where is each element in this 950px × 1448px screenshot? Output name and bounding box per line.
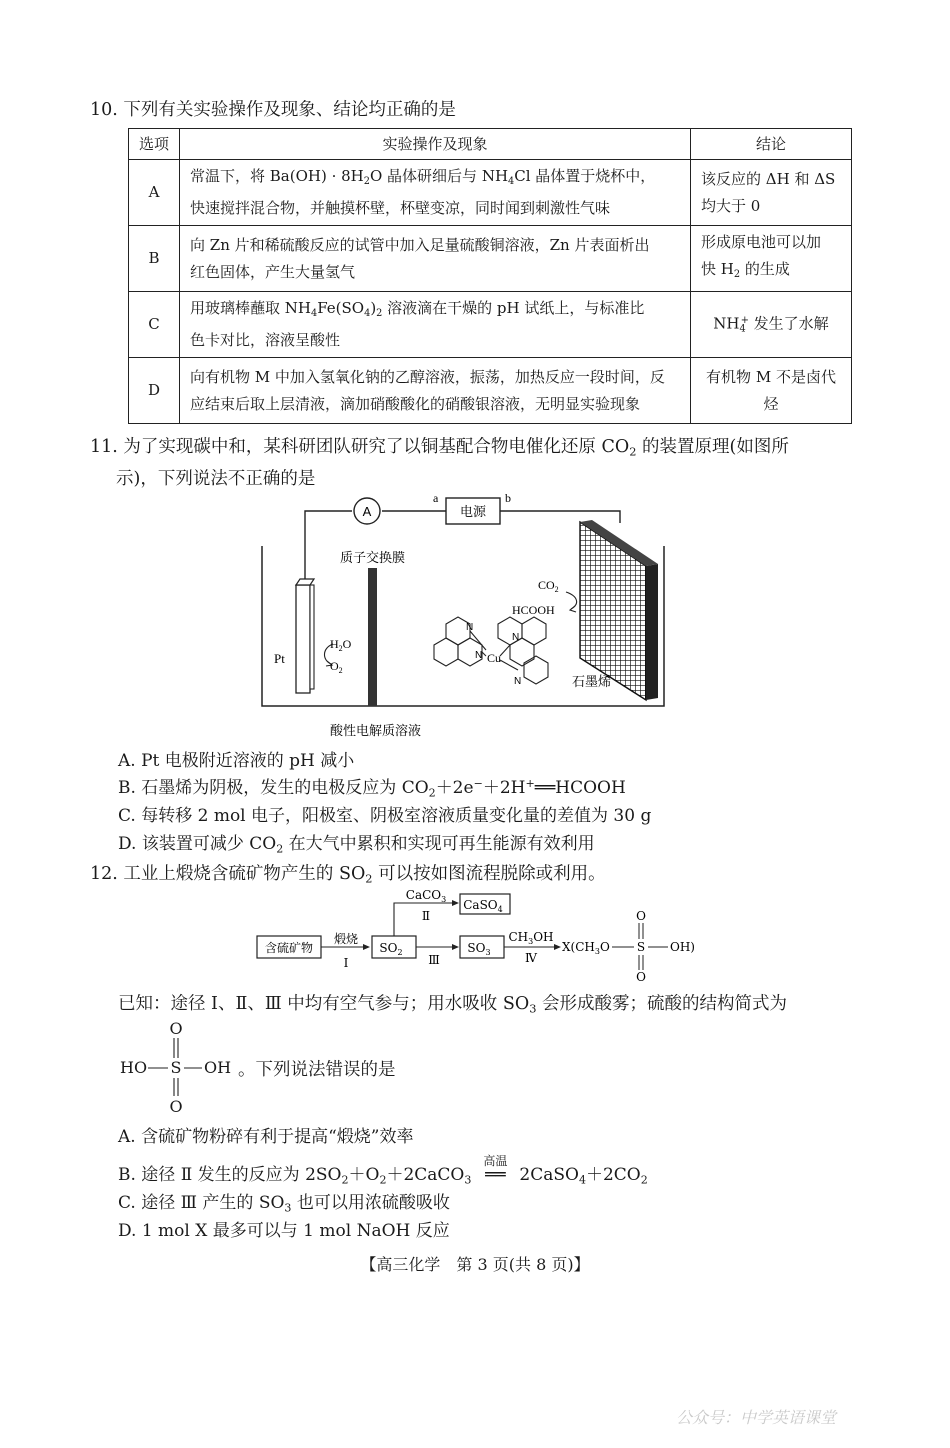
row-conclusion: $NH_4^+$ 发生了水解: [691, 292, 852, 358]
sulfuric-acid-structure: [115, 1016, 245, 1116]
row-operation: 常温下，将 $Ba(OH) \cdot 8H_2O$ 晶体研细后与 $NH_4Cl$ 晶体置于烧杯中， 快速搅拌混合物，并触摸杯壁，杯壁变凉，同时闻到刺激性气味: [180, 160, 691, 226]
oxygen-top-label: O: [636, 909, 646, 923]
graphene-label: 石墨烯: [572, 675, 612, 690]
row-conclusion: 形成原电池可以加 快 $H_2$ 的生成: [691, 226, 852, 292]
caco3-label: CaCO$_3$: [405, 888, 447, 904]
oxygen-top-label: O: [169, 1019, 183, 1038]
sulfur-label: S: [636, 940, 646, 954]
q11-option-a: A. Pt 电极附近溶液的 pH 减小: [118, 751, 355, 771]
ch3oh-label: $CH_3OH$: [508, 930, 554, 946]
ho-label: HO: [120, 1058, 148, 1077]
table-header-row: [129, 129, 852, 160]
step2-label: Ⅱ: [421, 909, 431, 923]
ammeter-label: A: [362, 504, 372, 519]
oh-label: OH: [204, 1058, 232, 1077]
so2-label: $SO_2$: [379, 941, 403, 957]
row-operation: 向 Zn 片和稀硫酸反应的试管中加入足量硫酸铜溶液，Zn 片表面析出 红色固体，产生大量氢气: [180, 226, 691, 292]
table-row: [129, 226, 852, 292]
hcooh-label: HCOOH: [512, 603, 555, 617]
step3-label: Ⅲ: [428, 953, 440, 967]
terminal-a-label: a: [433, 492, 439, 505]
q12-stem: 12. 工业上煅烧含硫矿物产生的 $SO_2$ 可以按如图流程脱除或利用。: [90, 864, 606, 886]
table-row: [129, 292, 852, 358]
row-conclusion: 有机物 M 不是卤代烃: [691, 358, 852, 424]
q12-option-b: B. 途径 Ⅱ 发生的反应为 $2SO_2+O_2+2CaCO_3$ 高温 ══ $2CaSO_4+2CO_2$: [118, 1154, 648, 1187]
electrolyte-label: 酸性电解质溶液: [330, 724, 422, 739]
n-label: N: [466, 622, 474, 633]
process-flowchart: [250, 888, 700, 984]
row-operation: 用玻璃棒蘸取 $NH_4Fe(SO_4)_2$ 溶液滴在干燥的 pH 试纸上，与标准比 色卡对比，溶液呈酸性: [180, 292, 691, 358]
proton-exchange-membrane: [368, 568, 377, 706]
step1-label: Ⅰ: [343, 956, 349, 970]
row-option: D: [129, 358, 180, 424]
n-label: N: [514, 676, 522, 687]
h2o-label: $H_2O$: [330, 637, 352, 653]
so3-label: $SO_3$: [467, 941, 491, 957]
hydroxyl-label: OH): [670, 940, 695, 954]
row-option: C: [129, 292, 180, 358]
cu-label: Cu: [487, 651, 502, 665]
q10-table: [128, 128, 852, 424]
mineral-label: 含硫矿物: [264, 941, 314, 955]
q12-option-d: D. 1 mol X 最多可以与 1 mol NaOH 反应: [118, 1221, 450, 1241]
n-label: N: [475, 650, 483, 661]
circuit-wire: [305, 511, 352, 583]
graphene-electrode: [580, 522, 646, 700]
pt-label: Pt: [274, 651, 285, 666]
row-option: B: [129, 226, 180, 292]
header-conclusion: 结论: [691, 129, 852, 160]
power-supply-label: 电源: [459, 505, 487, 520]
table-row: [129, 358, 852, 424]
row-operation: 向有机物 M 中加入氢氧化钠的乙醇溶液，振荡，加热反应一段时间，反 应结束后取上层清液，滴加硝酸酸化的硝酸银溶液，无明显实验现象: [180, 358, 691, 424]
membrane-label: 质子交换膜: [340, 551, 406, 566]
q10-stem: 10. 下列有关实验操作及现象、结论均正确的是: [90, 100, 456, 120]
co2-label: $CO_2$: [538, 578, 559, 594]
table-row: [129, 160, 852, 226]
q11-stem-line2: 示)，下列说法不正确的是: [116, 469, 316, 489]
step4-label: Ⅳ: [525, 951, 537, 965]
header-operation: 实验操作及现象: [180, 129, 691, 160]
product-x-label: $X(CH_3O$: [562, 940, 610, 956]
q11-option-b: B. 石墨烯为阴极，发生的电极反应为 $CO_2+2e^-+2H^+══HCOOH$: [118, 776, 626, 800]
terminal-b-label: b: [505, 492, 511, 505]
caso4-label: CaSO$_4$: [463, 898, 503, 914]
n-label: N: [512, 632, 520, 643]
watermark: 公众号：中学英语课堂: [676, 1408, 837, 1427]
q11-option-c: C. 每转移 2 mol 电子，阳极室、阴极室溶液质量变化量的差值为 30 g: [118, 806, 652, 826]
o2-label: $O_2$: [330, 659, 343, 675]
electrolysis-diagram: [255, 492, 675, 744]
page-footer: 【高三化学 第 3 页(共 8 页)】: [360, 1255, 590, 1274]
circuit-wire: [500, 511, 620, 523]
oxygen-bottom-label: O: [636, 970, 646, 984]
q12-option-c: C. 途径 Ⅲ 产生的 $SO_3$ 也可以用浓硫酸吸收: [118, 1193, 450, 1215]
q12-option-a: A. 含硫矿物粉碎有利于提高“煅烧”效率: [118, 1127, 414, 1147]
q12-question-text: 。下列说法错误的是: [238, 1060, 396, 1080]
q11-option-d: D. 该装置可减少 $CO_2$ 在大气中累积和实现可再生能源有效利用: [118, 834, 595, 856]
sulfur-label: S: [170, 1058, 182, 1077]
calcine-label: 煅烧: [333, 932, 359, 946]
q12-known-text: 已知：途径 Ⅰ、Ⅱ、Ⅲ 中均有空气参与；用水吸收 $SO_3$ 会形成酸雾；硫酸的结构简式为: [118, 994, 788, 1016]
row-conclusion: 该反应的 ΔH 和 ΔS 均大于 0: [691, 160, 852, 226]
pt-electrode: [296, 585, 310, 693]
oxygen-bottom-label: O: [169, 1097, 183, 1116]
q11-stem-line1: 11. 为了实现碳中和，某科研团队研究了以铜基配合物电催化还原 $CO_2$ 的装置原理(如图所: [90, 437, 789, 459]
row-option: A: [129, 160, 180, 226]
header-option: 选项: [129, 129, 180, 160]
